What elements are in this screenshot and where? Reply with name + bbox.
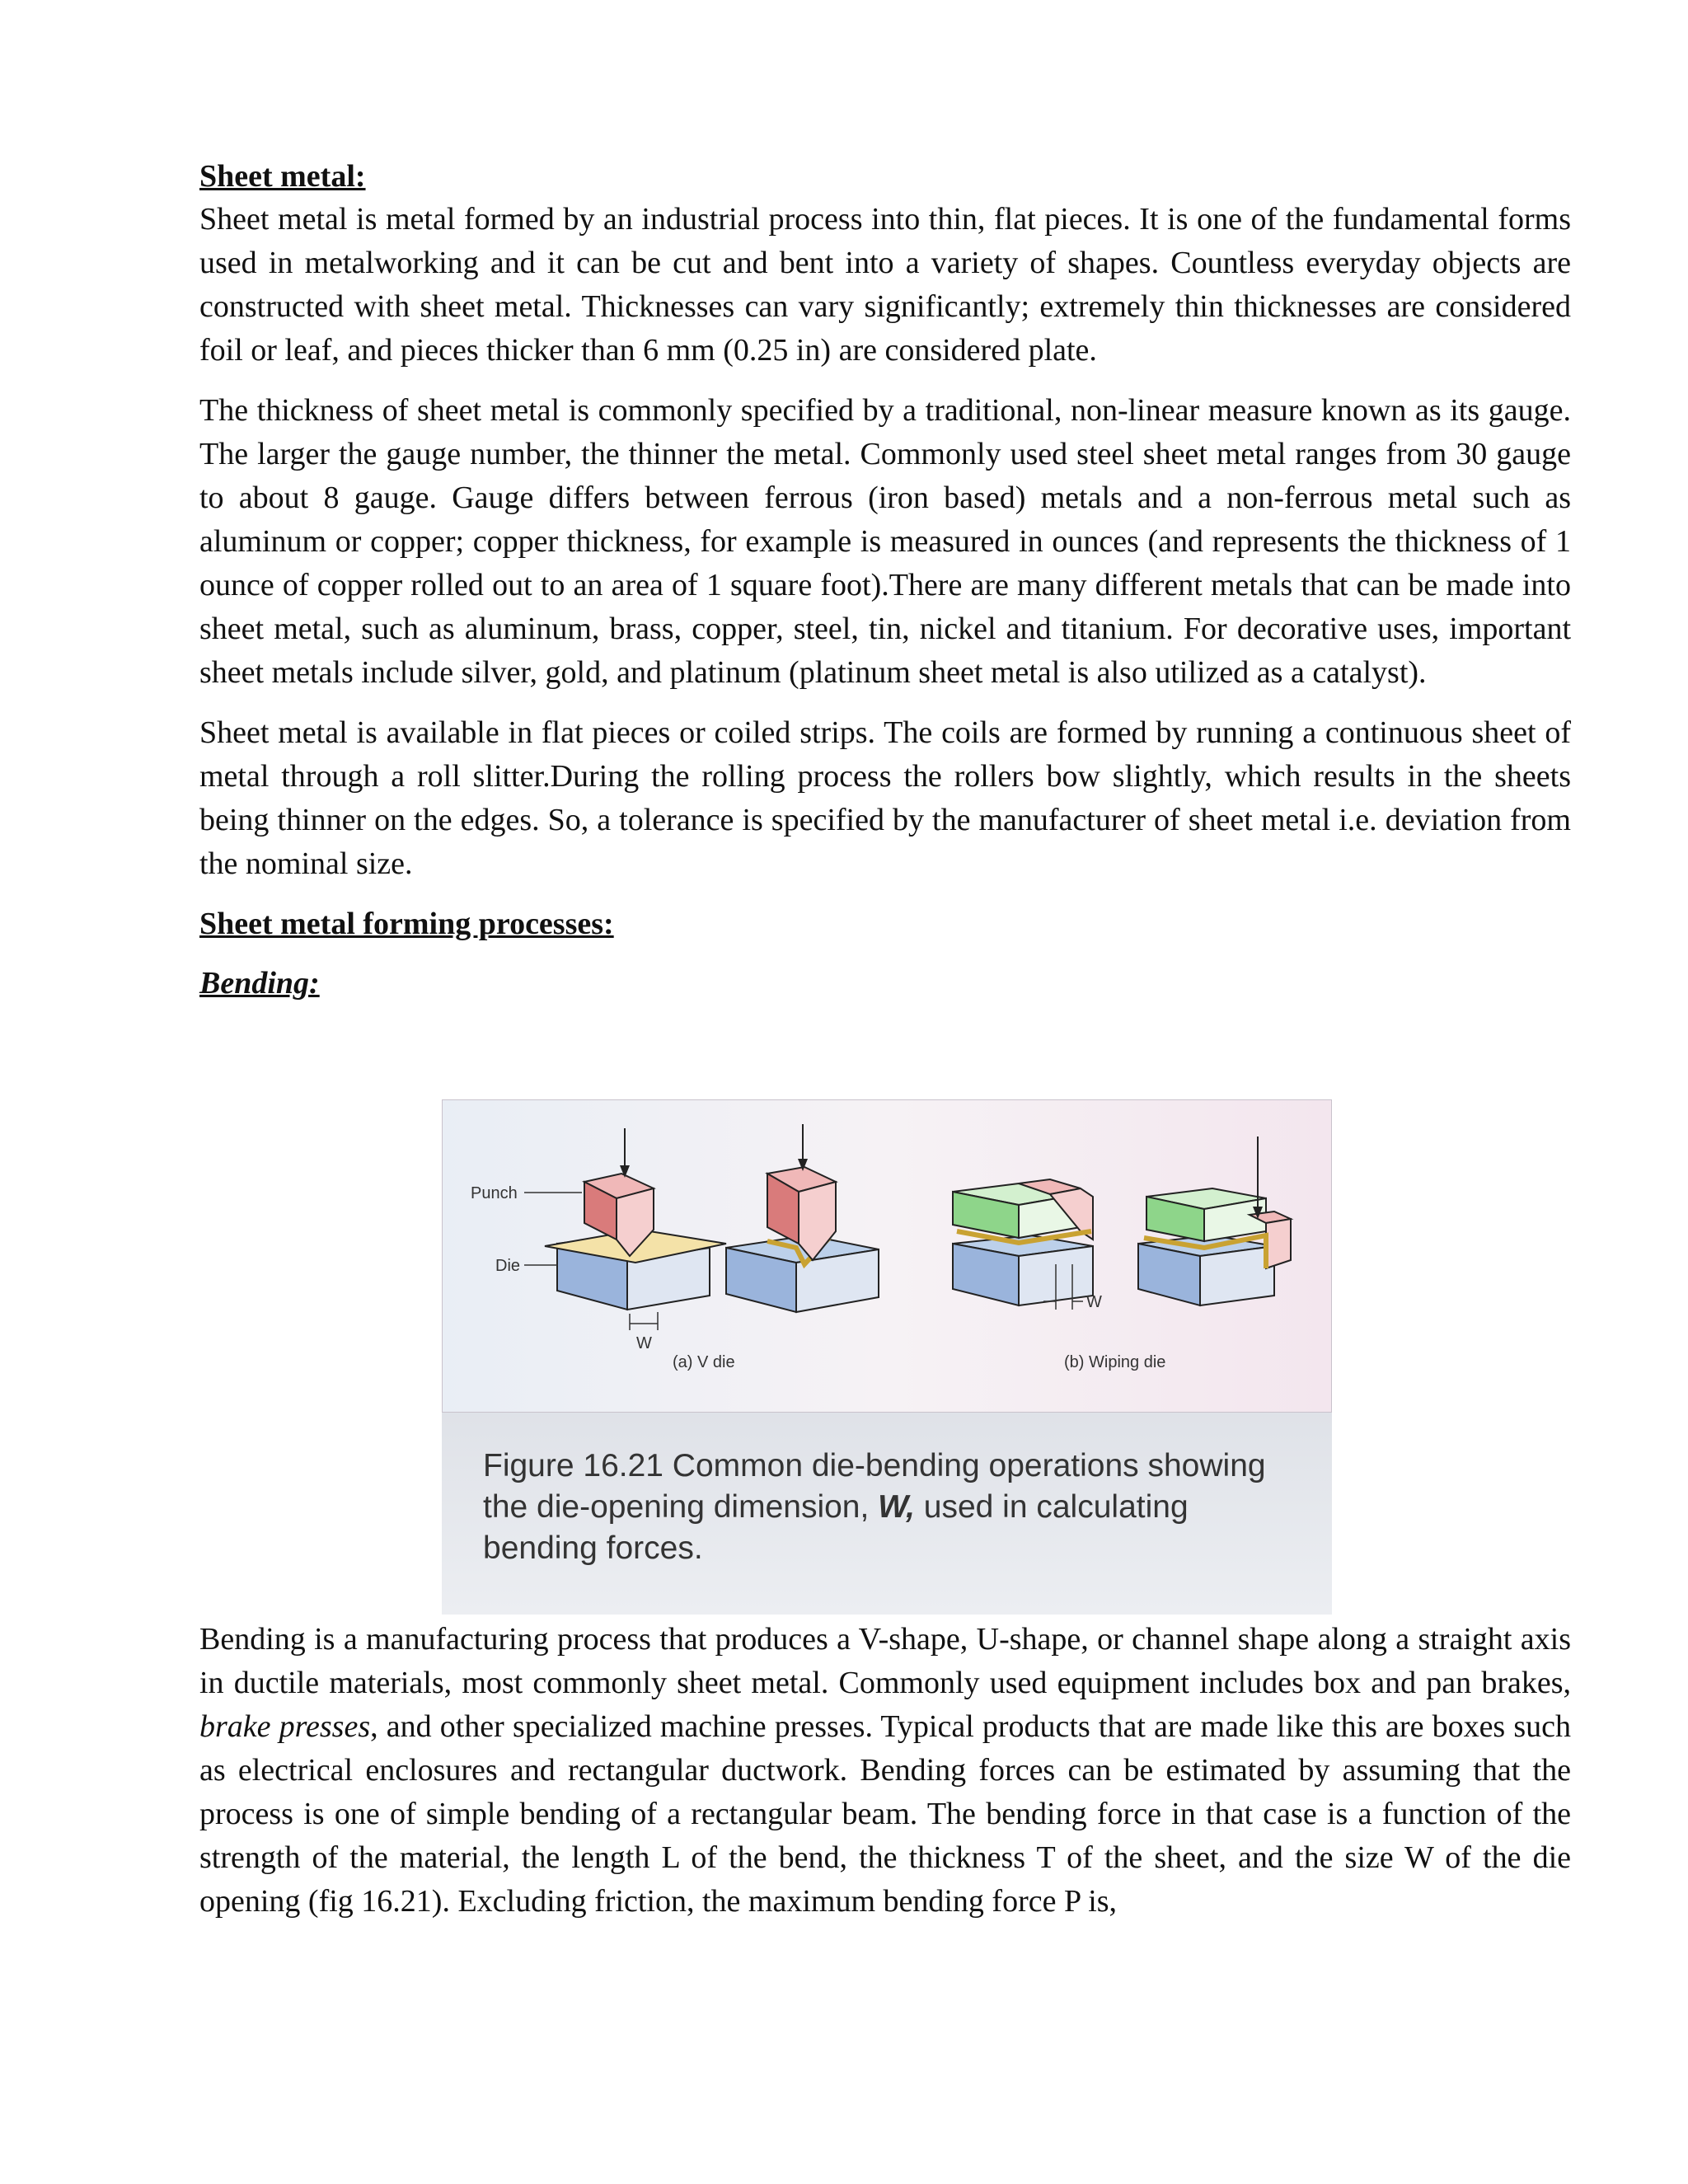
label-v-die: (a) V die <box>673 1353 735 1371</box>
figure-caption-w: W, <box>878 1489 915 1525</box>
punch-label: Punch <box>471 1184 518 1202</box>
bending-text-2: , and other specialized machine presses. Typical products that are made like this are boxes such as electrical enclosures and rectangular ductwork. Bending forces can be estimated by assuming that the process is one of simple bending of a rectangular beam. The bending force in that case is a function of the strength of the material, the length L of the bend, the thickness T of the sheet, and the size W of the die opening (fig 16.21). Excluding friction, the maximum bending force P is, <box>199 1709 1571 1919</box>
die-label: Die <box>495 1257 521 1275</box>
bending-text-1: Bending is a manufacturing process that produces a V-shape, U-shape, or channel shape along a straight axis in ductile materials, most commonly sheet metal. Commonly used equipment includes box and pan brakes, <box>199 1622 1571 1700</box>
figure-die-bending <box>442 1099 1332 1615</box>
subheading-bending: Bending: <box>199 966 320 1001</box>
section-heading-forming-processes: Sheet metal forming processes: <box>199 907 614 941</box>
figure-caption-text-2: used in calculating bending forces. <box>483 1489 1189 1566</box>
document-page <box>199 155 1571 1005</box>
w-label-a: W <box>636 1334 652 1352</box>
paragraph-sheet-metal-coils: Sheet metal is available in flat pieces or coiled strips. The coils are formed by running a continuous sheet of metal through a roll slitter.During the rolling process the rollers bow slightly, which results in the sheets being thinner on the edges. So, a tolerance is specified by the manufacturer of sheet metal i.e. deviation from the nominal size. <box>199 715 1571 881</box>
wiping-die-illustration-1 <box>953 1179 1102 1311</box>
section-heading-sheet-metal: Sheet metal: <box>199 159 366 194</box>
paragraph-sheet-metal-definition: Sheet metal is metal formed by an industrial process into thin, flat pieces. It is one of the fundamental forms used in metalworking and it can be cut and bent into a variety of shapes. Countless everyday objects are constructed with sheet metal. Thicknesses can vary significantly; extremely thin thicknesses are considered foil or leaf, and pieces thicker than 6 mm (0.25 in) are considered plate. <box>199 202 1571 368</box>
bending-section <box>199 1618 1571 1924</box>
paragraph-bending <box>199 1618 1571 1924</box>
figure-caption <box>483 1446 1307 1569</box>
bending-text-italic: brake presses <box>199 1709 371 1744</box>
w-label-b: W <box>1086 1293 1102 1311</box>
figure-caption-text-1: Figure 16.21 Common die-bending operations showing the die-opening dimension, <box>483 1448 1266 1525</box>
paragraph-sheet-metal-gauge: The thickness of sheet metal is commonly specified by a traditional, non-linear measure known as its gauge. The larger the gauge number, the thinner the metal. Commonly used steel sheet metal ranges from 30 gauge to about 8 gauge. Gauge differs between ferrous (iron based) metals and a non-ferrous metal such as aluminum or copper; copper thickness, for example is measured in ounces (and represents the thickness of 1 ounce of copper rolled out to an area of 1 square foot).There are many different metals that can be made into sheet metal, such as aluminum, brass, copper, steel, tin, nickel and titanium. For decorative uses, important sheet metals include silver, gold, and platinum (platinum sheet metal is also utilized as a catalyst). <box>199 393 1571 690</box>
label-wiping-die: (b) Wiping die <box>1064 1353 1166 1371</box>
